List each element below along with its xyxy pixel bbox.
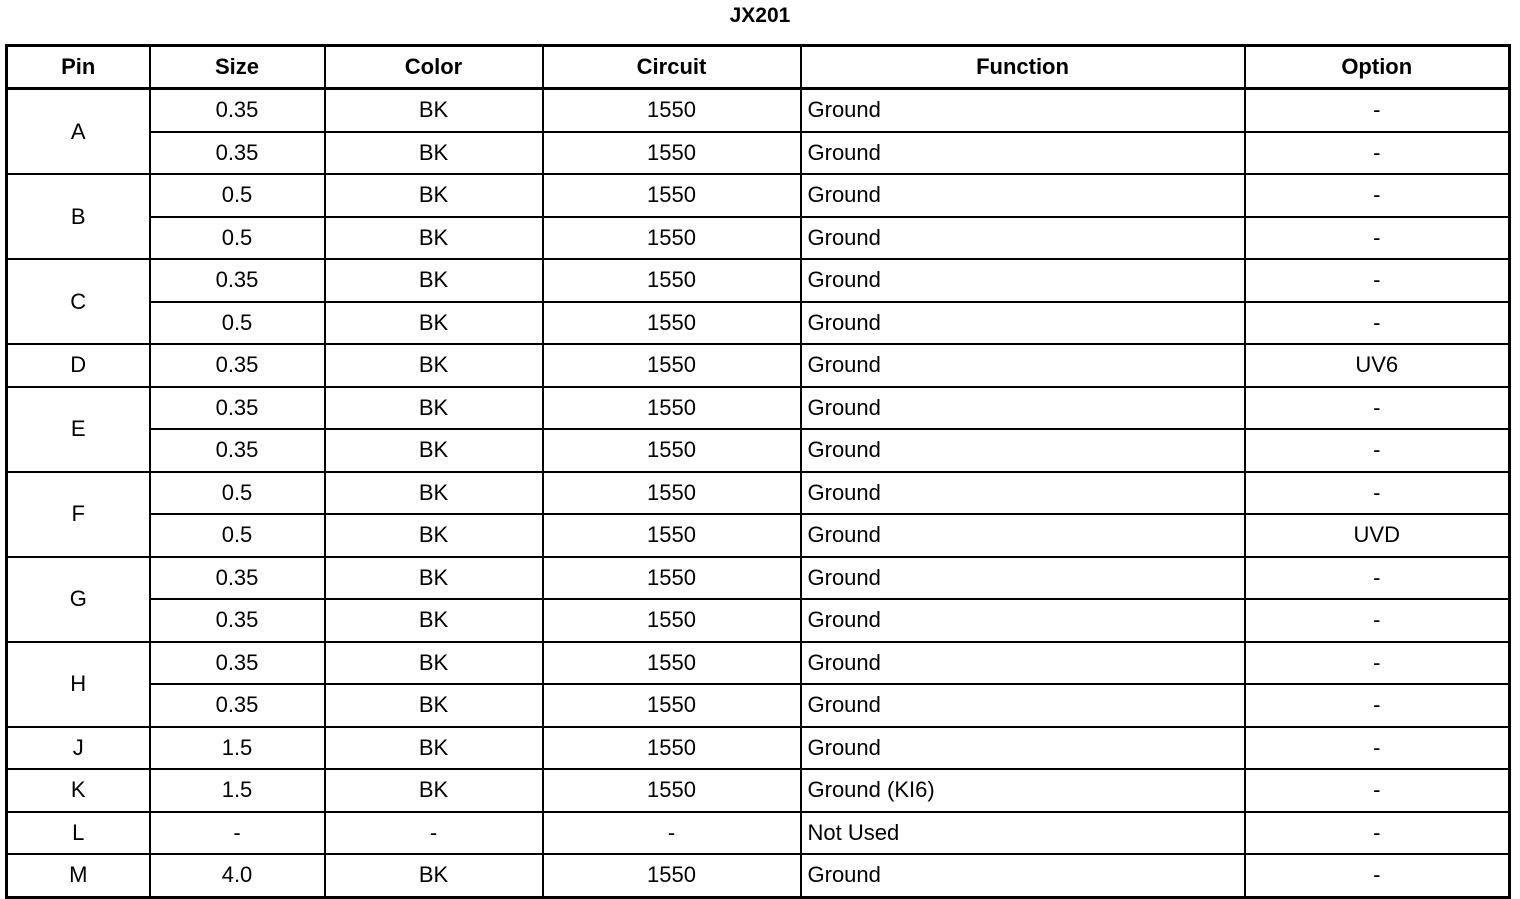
function-cell: Ground — [801, 684, 1245, 727]
column-header-option: Option — [1245, 46, 1510, 89]
function-cell: Ground — [801, 472, 1245, 515]
color-cell: BK — [325, 769, 543, 812]
circuit-cell: 1550 — [543, 259, 801, 302]
circuit-cell: 1550 — [543, 132, 801, 175]
circuit-cell: 1550 — [543, 89, 801, 132]
circuit-cell: 1550 — [543, 514, 801, 557]
function-cell: Ground — [801, 174, 1245, 217]
size-cell: 0.35 — [150, 132, 325, 175]
column-header-pin: Pin — [7, 46, 150, 89]
function-cell: Ground — [801, 302, 1245, 345]
color-cell: BK — [325, 642, 543, 685]
circuit-cell: 1550 — [543, 727, 801, 770]
pin-cell: G — [7, 557, 150, 642]
color-cell: BK — [325, 387, 543, 430]
size-cell: 0.35 — [150, 429, 325, 472]
color-cell: BK — [325, 344, 543, 387]
function-cell: Ground — [801, 259, 1245, 302]
color-cell: BK — [325, 132, 543, 175]
option-cell: - — [1245, 727, 1510, 770]
circuit-cell: 1550 — [543, 642, 801, 685]
pin-cell: C — [7, 259, 150, 344]
connector-title: JX201 — [729, 4, 791, 27]
pin-cell: D — [7, 344, 150, 387]
circuit-cell: 1550 — [543, 854, 801, 897]
circuit-cell: 1550 — [543, 769, 801, 812]
function-cell: Ground — [801, 387, 1245, 430]
color-cell: BK — [325, 259, 543, 302]
option-cell: - — [1245, 599, 1510, 642]
table-row — [7, 557, 1510, 600]
color-cell: - — [325, 812, 543, 855]
color-cell: BK — [325, 429, 543, 472]
function-cell: Not Used — [801, 812, 1245, 855]
size-cell: 1.5 — [150, 769, 325, 812]
color-cell: BK — [325, 89, 543, 132]
color-cell: BK — [325, 472, 543, 515]
option-cell: - — [1245, 132, 1510, 175]
option-cell: - — [1245, 387, 1510, 430]
color-cell: BK — [325, 302, 543, 345]
color-cell: BK — [325, 557, 543, 600]
pin-cell: J — [7, 727, 150, 770]
table-header-row — [7, 46, 1510, 89]
table-row — [7, 132, 1510, 175]
pin-cell: M — [7, 854, 150, 897]
table-row — [7, 429, 1510, 472]
option-cell: - — [1245, 642, 1510, 685]
table-row — [7, 387, 1510, 430]
table-row — [7, 217, 1510, 260]
size-cell: 0.5 — [150, 514, 325, 557]
circuit-cell: 1550 — [543, 217, 801, 260]
function-cell: Ground — [801, 217, 1245, 260]
circuit-cell: 1550 — [543, 387, 801, 430]
table-body — [7, 89, 1510, 898]
option-cell: - — [1245, 557, 1510, 600]
option-cell: - — [1245, 769, 1510, 812]
size-cell: 0.5 — [150, 217, 325, 260]
color-cell: BK — [325, 174, 543, 217]
size-cell: 0.35 — [150, 642, 325, 685]
function-cell: Ground — [801, 514, 1245, 557]
circuit-cell: 1550 — [543, 344, 801, 387]
circuit-cell: 1550 — [543, 472, 801, 515]
table-row — [7, 769, 1510, 812]
function-cell: Ground — [801, 89, 1245, 132]
option-cell: - — [1245, 812, 1510, 855]
table-row — [7, 854, 1510, 897]
color-cell: BK — [325, 727, 543, 770]
function-cell: Ground — [801, 727, 1245, 770]
option-cell: UVD — [1245, 514, 1510, 557]
pin-cell: A — [7, 89, 150, 175]
size-cell: 0.5 — [150, 174, 325, 217]
pin-cell: H — [7, 642, 150, 727]
pin-cell: F — [7, 472, 150, 557]
function-cell: Ground (KI6) — [801, 769, 1245, 812]
table-row — [7, 89, 1510, 132]
function-cell: Ground — [801, 344, 1245, 387]
table-row — [7, 642, 1510, 685]
option-cell: - — [1245, 684, 1510, 727]
size-cell: 0.35 — [150, 259, 325, 302]
size-cell: 0.5 — [150, 472, 325, 515]
table-row — [7, 812, 1510, 855]
size-cell: 0.35 — [150, 89, 325, 132]
option-cell: - — [1245, 472, 1510, 515]
table-row — [7, 514, 1510, 557]
color-cell: BK — [325, 854, 543, 897]
size-cell: 4.0 — [150, 854, 325, 897]
table-row — [7, 302, 1510, 345]
connector-pinout-table — [5, 44, 1511, 899]
color-cell: BK — [325, 684, 543, 727]
size-cell: 0.35 — [150, 684, 325, 727]
color-cell: BK — [325, 514, 543, 557]
function-cell: Ground — [801, 642, 1245, 685]
size-cell: 0.35 — [150, 599, 325, 642]
table-row — [7, 472, 1510, 515]
option-cell: UV6 — [1245, 344, 1510, 387]
size-cell: 0.35 — [150, 344, 325, 387]
function-cell: Ground — [801, 132, 1245, 175]
pin-cell: E — [7, 387, 150, 472]
column-header-function: Function — [801, 46, 1245, 89]
color-cell: BK — [325, 599, 543, 642]
option-cell: - — [1245, 302, 1510, 345]
option-cell: - — [1245, 174, 1510, 217]
circuit-cell: 1550 — [543, 684, 801, 727]
size-cell: 1.5 — [150, 727, 325, 770]
function-cell: Ground — [801, 429, 1245, 472]
table-row — [7, 174, 1510, 217]
option-cell: - — [1245, 89, 1510, 132]
table-row — [7, 259, 1510, 302]
circuit-cell: 1550 — [543, 599, 801, 642]
size-cell: 0.35 — [150, 557, 325, 600]
option-cell: - — [1245, 259, 1510, 302]
circuit-cell: 1550 — [543, 557, 801, 600]
circuit-cell: 1550 — [543, 429, 801, 472]
circuit-cell: 1550 — [543, 302, 801, 345]
column-header-circuit: Circuit — [543, 46, 801, 89]
pin-cell: K — [7, 769, 150, 812]
function-cell: Ground — [801, 599, 1245, 642]
column-header-color: Color — [325, 46, 543, 89]
option-cell: - — [1245, 217, 1510, 260]
size-cell: 0.5 — [150, 302, 325, 345]
table-row — [7, 727, 1510, 770]
circuit-cell: - — [543, 812, 801, 855]
table-row — [7, 599, 1510, 642]
table-row — [7, 684, 1510, 727]
color-cell: BK — [325, 217, 543, 260]
pin-cell: B — [7, 174, 150, 259]
table-row — [7, 344, 1510, 387]
function-cell: Ground — [801, 557, 1245, 600]
column-header-size: Size — [150, 46, 325, 89]
size-cell: - — [150, 812, 325, 855]
size-cell: 0.35 — [150, 387, 325, 430]
pin-cell: L — [7, 812, 150, 855]
option-cell: - — [1245, 429, 1510, 472]
function-cell: Ground — [801, 854, 1245, 897]
circuit-cell: 1550 — [543, 174, 801, 217]
option-cell: - — [1245, 854, 1510, 897]
